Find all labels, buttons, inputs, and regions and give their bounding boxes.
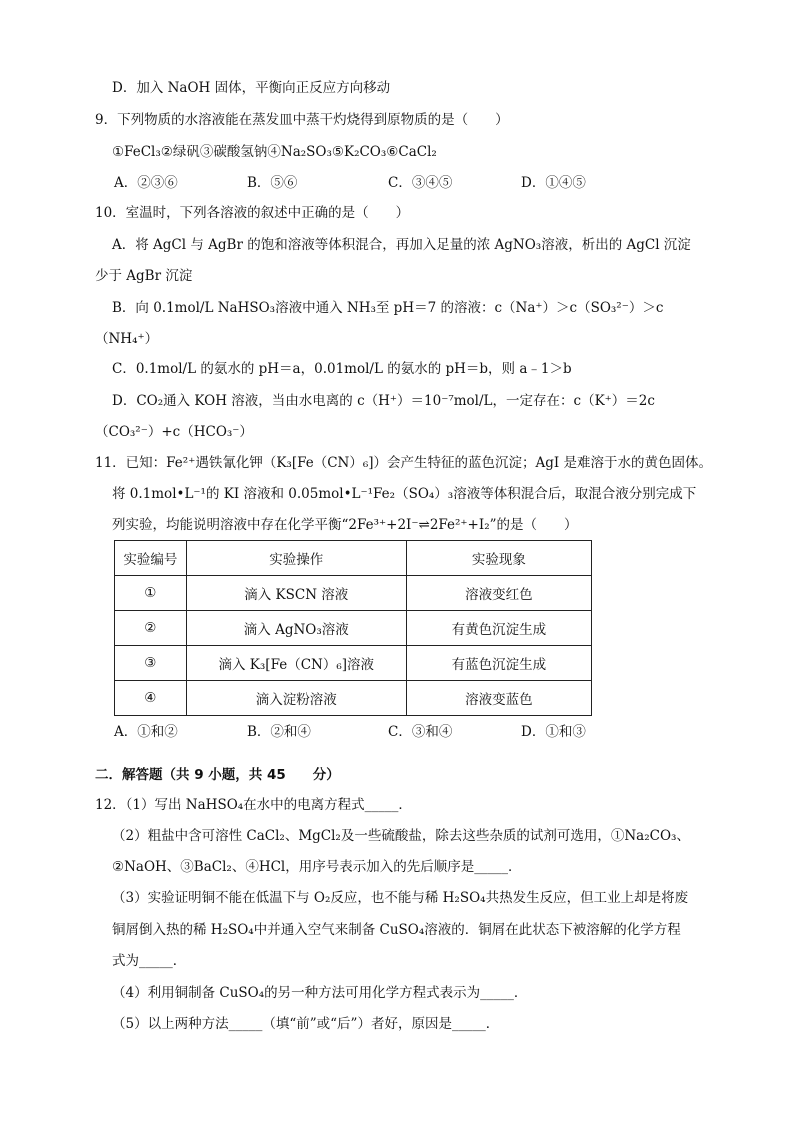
q11-option-a: A．①和② [114, 724, 178, 740]
q10-option-a-line1: A．将 AgCl 与 AgBr 的饱和溶液等体积混合，再加入足量的浓 AgNO₃溶液，析出的 AgCl 沉淀 [112, 237, 691, 253]
q11-stem-line2: 将 0.1mol•L⁻¹的 KI 溶液和 0.05mol•L⁻¹Fe₂（SO₄）₃溶液等体积混合后，取混合液分别完成下 [112, 486, 697, 502]
table-cell: 滴入淀粉溶液 [186, 681, 406, 716]
q9-option-d: D．①④⑤ [521, 175, 586, 191]
experiment-table [114, 540, 592, 716]
table-row [115, 576, 592, 611]
q9-option-c: C．③④⑤ [388, 175, 453, 191]
q11-stem-line3: 列实验，均能说明溶液中存在化学平衡“2Fe³⁺+2I⁻⇌2Fe²⁺+I₂”的是（ ） [112, 517, 578, 533]
q8-option-d: D．加入 NaOH 固体，平衡向正反应方向移动 [112, 80, 391, 96]
q12-part2-line2: ②NaOH、③BaCl₂、④HCl，用序号表示加入的先后顺序是_____． [112, 859, 522, 875]
q10-option-c: C．0.1mol/L 的氨水的 pH＝a，0.01mol/L 的氨水的 pH＝b，则 a﹣1＞b [112, 361, 572, 377]
q11-option-b: B．②和④ [247, 724, 311, 740]
table-row [115, 646, 592, 681]
table-cell: 溶液变蓝色 [406, 681, 591, 716]
table-cell: 滴入 K₃[Fe（CN）₆]溶液 [186, 646, 406, 681]
q12-part3-line2: 铜屑倒入热的稀 H₂SO₄中并通入空气来制备 CuSO₄溶液的．铜屑在此状态下被溶解的化学方程 [112, 922, 681, 938]
q9-stem: 9．下列物质的水溶液能在蒸发皿中蒸干灼烧得到原物质的是（ ） [95, 112, 509, 128]
q11-stem-line1: 11．已知：Fe²⁺遇铁氰化钾（K₃[Fe（CN）₆]）会产生特征的蓝色沉淀；AgI 是难溶于水的黄色固体。 [95, 455, 713, 471]
q10-option-a-line2: 少于 AgBr 沉淀 [95, 268, 193, 284]
table-cell: 溶液变红色 [406, 576, 591, 611]
table-cell: 有黄色沉淀生成 [406, 611, 591, 646]
table-cell: ③ [115, 646, 187, 681]
table-cell: 滴入 AgNO₃溶液 [186, 611, 406, 646]
q9-option-b: B．⑤⑥ [247, 175, 298, 191]
q10-stem: 10．室温时，下列各溶液的叙述中正确的是（ ） [95, 205, 410, 221]
table-header-row [115, 541, 592, 576]
q10-option-d-line1: D．CO₂通入 KOH 溶液，当由水电离的 c（H⁺）＝10⁻⁷mol/L，一定存在：c（K⁺）＝2c [112, 393, 655, 409]
q10-option-b-line1: B．向 0.1mol/L NaHSO₃溶液中通入 NH₃至 pH＝7 的溶液：c（Na⁺）＞c（SO₃²⁻）＞c [112, 300, 664, 316]
table-cell: ② [115, 611, 187, 646]
table-cell: ① [115, 576, 187, 611]
section-title: 二．解答题（共 9 小题，共 45 分） [95, 767, 340, 783]
q10-option-b-line2: （NH₄⁺） [95, 331, 159, 347]
table-cell: 有蓝色沉淀生成 [406, 646, 591, 681]
q12-part3-line3: 式为_____． [112, 953, 187, 969]
q10-option-d-line2: （CO₃²⁻）+c（HCO₃⁻） [95, 424, 253, 440]
table-cell: 滴入 KSCN 溶液 [186, 576, 406, 611]
table-row [115, 681, 592, 716]
q11-option-c: C．③和④ [388, 724, 453, 740]
table-header: 实验编号 [115, 541, 187, 576]
q12-part1: 12．（1）写出 NaHSO₄在水中的电离方程式_____． [95, 797, 412, 813]
q12-part2-line1: （2）粗盐中含可溶性 CaCl₂、MgCl₂及一些硫酸盐，除去这些杂质的试剂可选用，①Na₂CO₃、 [112, 828, 690, 844]
q11-option-d: D．①和③ [521, 724, 586, 740]
q12-part3-line1: （3）实验证明铜不能在低温下与 O₂反应，也不能与稀 H₂SO₄共热发生反应，但工业上却是将废 [112, 890, 689, 906]
q9-items: ①FeCl₃②绿矾③碳酸氢钠④Na₂SO₃⑤K₂CO₃⑥CaCl₂ [112, 144, 437, 160]
q12-part4: （4）利用铜制备 CuSO₄的另一种方法可用化学方程式表示为_____． [112, 985, 528, 1001]
q12-part5: （5）以上两种方法_____（填“前”或“后”）者好，原因是_____． [112, 1016, 500, 1032]
table-cell: ④ [115, 681, 187, 716]
table-header: 实验现象 [406, 541, 591, 576]
table-header: 实验操作 [186, 541, 406, 576]
q9-option-a: A．②③⑥ [114, 175, 178, 191]
table-row [115, 611, 592, 646]
